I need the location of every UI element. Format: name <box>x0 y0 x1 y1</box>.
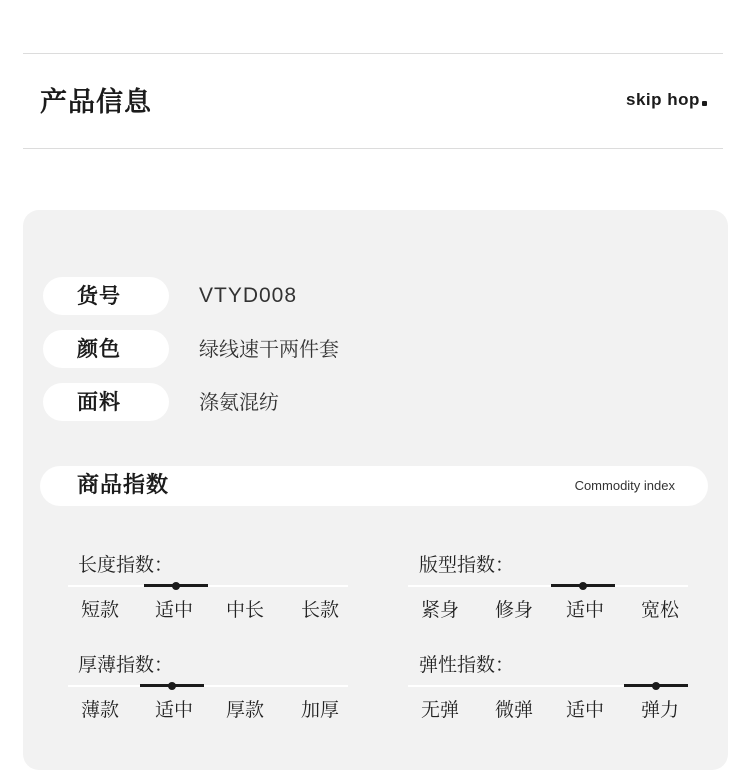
thickness-option: 适中 <box>154 699 193 721</box>
commodity-index-title: 商品指数 <box>77 473 170 498</box>
elasticity-index-marker <box>652 682 660 690</box>
thickness-index-marker <box>168 682 176 690</box>
thickness-option: 厚款 <box>225 699 264 721</box>
elasticity-index-label: 弹性指数： <box>419 654 515 676</box>
fit-option: 宽松 <box>640 599 679 621</box>
info-value-fabric: 涤氨混纺 <box>199 390 279 414</box>
length-option: 长款 <box>300 599 339 621</box>
commodity-index-subtitle: Commodity index <box>574 478 675 493</box>
top-divider <box>23 53 723 54</box>
fit-index-track <box>408 585 688 587</box>
elasticity-option: 微弹 <box>494 699 533 721</box>
elasticity-index-track <box>408 685 688 687</box>
page-title: 产品信息 <box>40 87 152 118</box>
length-option: 短款 <box>80 599 119 621</box>
brand-dot <box>702 101 707 106</box>
elasticity-option: 适中 <box>565 699 604 721</box>
commodity-index-header <box>40 466 708 506</box>
fit-option: 修身 <box>494 599 533 621</box>
length-option: 中长 <box>225 599 264 621</box>
fit-index-marker <box>579 582 587 590</box>
brand-logo <box>626 90 707 110</box>
thickness-index-label: 厚薄指数： <box>78 654 174 676</box>
fit-index-label: 版型指数： <box>419 554 515 576</box>
info-label-code: 货号 <box>43 277 169 315</box>
thickness-option: 薄款 <box>80 699 119 721</box>
fit-option: 适中 <box>565 599 604 621</box>
info-label-color: 颜色 <box>43 330 169 368</box>
info-value-code: VTYD008 <box>199 284 298 307</box>
length-index-marker <box>172 582 180 590</box>
thickness-index-track <box>68 685 348 687</box>
header-divider <box>23 148 723 149</box>
elasticity-option: 无弹 <box>420 699 459 721</box>
brand-text: skip hop <box>626 90 700 109</box>
fit-option: 紧身 <box>420 599 459 621</box>
info-label-fabric: 面料 <box>43 383 169 421</box>
thickness-option: 加厚 <box>300 699 339 721</box>
length-index-track <box>68 585 348 587</box>
length-index-label: 长度指数： <box>78 554 174 576</box>
elasticity-option: 弹力 <box>640 699 679 721</box>
length-option: 适中 <box>154 599 193 621</box>
info-value-color: 绿线速干两件套 <box>199 337 339 361</box>
